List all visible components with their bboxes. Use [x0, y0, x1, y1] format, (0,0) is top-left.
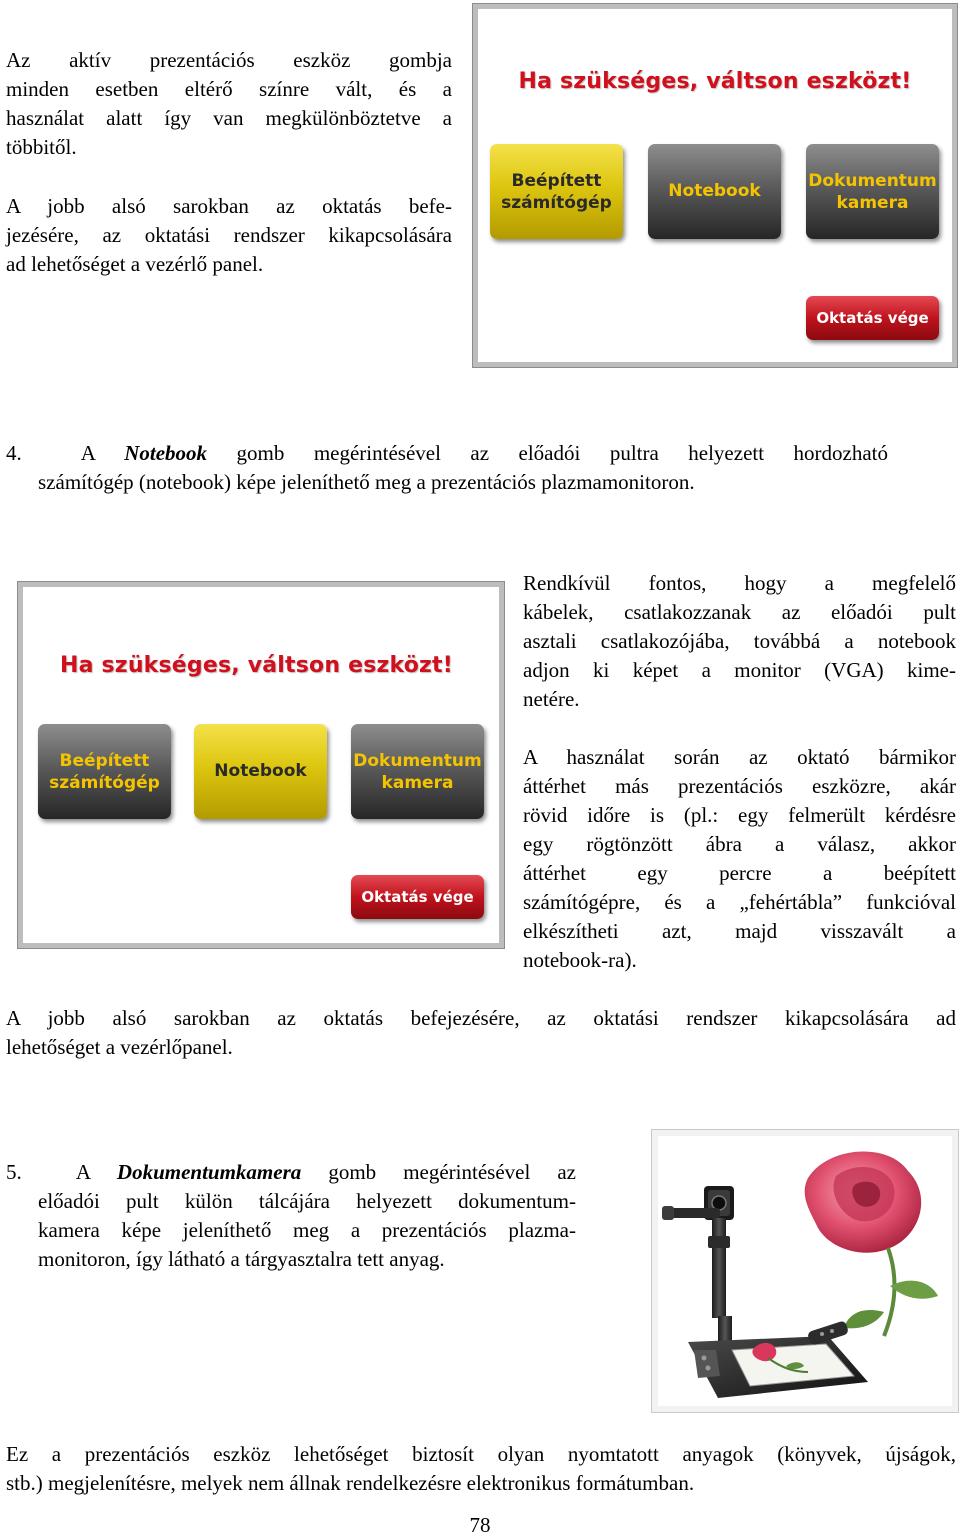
- camera-base: [688, 1336, 868, 1398]
- control-panel-screenshot-2: [18, 582, 504, 948]
- button-label-line: Beépített: [59, 750, 150, 771]
- camera-head: [662, 1186, 734, 1220]
- button-label-line: számítógép: [49, 772, 160, 793]
- item-5: [6, 1158, 576, 1274]
- builtin-computer-button[interactable]: [490, 144, 623, 239]
- button-label-line: kamera: [836, 192, 909, 213]
- text-line: jezésére, az oktatási rendszer kikapcsolására: [6, 223, 452, 247]
- text-line: áttérhet más prezentációs eszközre, akár: [523, 774, 956, 798]
- text-line: lehetőséget a vezérlőpanel.: [6, 1035, 233, 1059]
- text-line: A jobb alsó sarokban az oktatás befe-: [6, 194, 452, 218]
- page-number: 78: [469, 1513, 491, 1537]
- text-line: A jobb alsó sarokban az oktatás befejezésére, az oktatási rendszer kikapcsolására ad: [6, 1006, 956, 1030]
- control-panel-screenshot-1: [473, 4, 957, 367]
- item-4: [6, 439, 888, 497]
- item-number: 5.: [6, 1160, 22, 1184]
- text-line: Ez a prezentációs eszköz lehetőséget biztosít olyan nyomtatott anyagok (könyvek, újságok,: [6, 1442, 956, 1466]
- button-label-line: Dokumentum: [353, 750, 482, 771]
- text-line: előadói pult külön tálcájára helyezett dokumentum-: [38, 1189, 576, 1213]
- text-line: netére.: [523, 687, 580, 711]
- panel-title: Ha szükséges, váltson eszközt!: [60, 653, 454, 678]
- notebook-button[interactable]: [194, 724, 327, 819]
- text-line: stb.) megjelenítésre, melyek nem állnak rendelkezésre elektronikus formátumban.: [6, 1471, 695, 1495]
- right-paragraph-1: [523, 569, 956, 714]
- button-label: Notebook: [214, 761, 307, 781]
- text-fragment: A: [75, 1160, 90, 1184]
- text-line: számítógépre, és a „fehértábla” funkcióval: [523, 890, 956, 914]
- builtin-computer-button[interactable]: [38, 724, 171, 819]
- term-notebook: Notebook: [124, 441, 208, 465]
- text-line: elkészítheti azt, majd visszavált a: [523, 919, 956, 943]
- text-line: kábelek, csatlakozzanak az előadói pult: [523, 600, 956, 624]
- text-line: rövid időre is (pl.: egy felmerült kérdésre: [523, 803, 956, 827]
- document-camera-button[interactable]: [351, 724, 484, 819]
- rose-flower: [805, 1151, 938, 1336]
- text-fragment: A: [80, 441, 95, 465]
- text-line: többitől.: [6, 135, 77, 159]
- text-line: [6, 1158, 576, 1187]
- text-line: egy rögtönzött ábra a válasz, akkor: [523, 832, 956, 856]
- notebook-button[interactable]: [648, 144, 781, 239]
- text-line: asztali csatlakozójába, továbbá a notebook: [523, 629, 956, 653]
- button-label-line: kamera: [381, 772, 454, 793]
- right-paragraph-2: [523, 743, 956, 975]
- button-label: Notebook: [668, 181, 761, 201]
- text-line: monitoron, így látható a tárgyasztalra tett anyag.: [38, 1247, 445, 1271]
- text-line: ad lehetőséget a vezérlő panel.: [6, 252, 264, 276]
- end-session-button[interactable]: [806, 296, 939, 340]
- text-line: áttérhet egy percre a beépített: [523, 861, 956, 885]
- button-label-line: Dokumentum: [808, 170, 937, 191]
- text-line: A használat során az oktató bármikor: [523, 745, 956, 769]
- item-number: 4.: [6, 441, 22, 465]
- end-session-button[interactable]: [351, 875, 484, 919]
- intro-paragraph-2: [6, 192, 452, 279]
- text-line: adjon ki képet a monitor (VGA) kime-: [523, 658, 956, 682]
- text-line: Rendkívül fontos, hogy a megfelelő: [523, 571, 956, 595]
- button-label: Oktatás vége: [361, 887, 474, 906]
- panel-title: Ha szükséges, váltson eszközt!: [518, 69, 912, 94]
- text-line: Az aktív prezentációs eszköz gombja: [6, 48, 452, 72]
- button-label-line: Beépített: [511, 170, 602, 191]
- document-camera-photo: [652, 1130, 958, 1412]
- text-line: számítógép (notebook) képe jeleníthető meg a prezentációs plazmamonitoron.: [38, 470, 695, 494]
- text-line: használat alatt így van megkülönböztetve a: [6, 106, 452, 130]
- document-camera-illustration: [658, 1136, 952, 1406]
- intro-paragraph-1: [6, 46, 452, 162]
- text-line: kamera képe jeleníthető meg a prezentációs plazma-: [38, 1218, 576, 1242]
- text-fragment: gomb megérintésével az: [328, 1160, 576, 1184]
- text-line: [6, 439, 888, 468]
- bottom-paragraph: [6, 1440, 956, 1498]
- document-camera-button[interactable]: [806, 144, 939, 239]
- full-width-paragraph: [6, 1004, 956, 1062]
- term-document-camera: Dokumentumkamera: [116, 1160, 302, 1184]
- text-fragment: gomb megérintésével az előadói pultra helyezett hordozható: [236, 441, 889, 465]
- camera-arm: [708, 1218, 732, 1356]
- button-label-line: számítógép: [501, 192, 612, 213]
- text-line: notebook-ra).: [523, 948, 637, 972]
- button-label: Oktatás vége: [816, 308, 929, 327]
- text-line: minden esetben eltérő színre vált, és a: [6, 77, 452, 101]
